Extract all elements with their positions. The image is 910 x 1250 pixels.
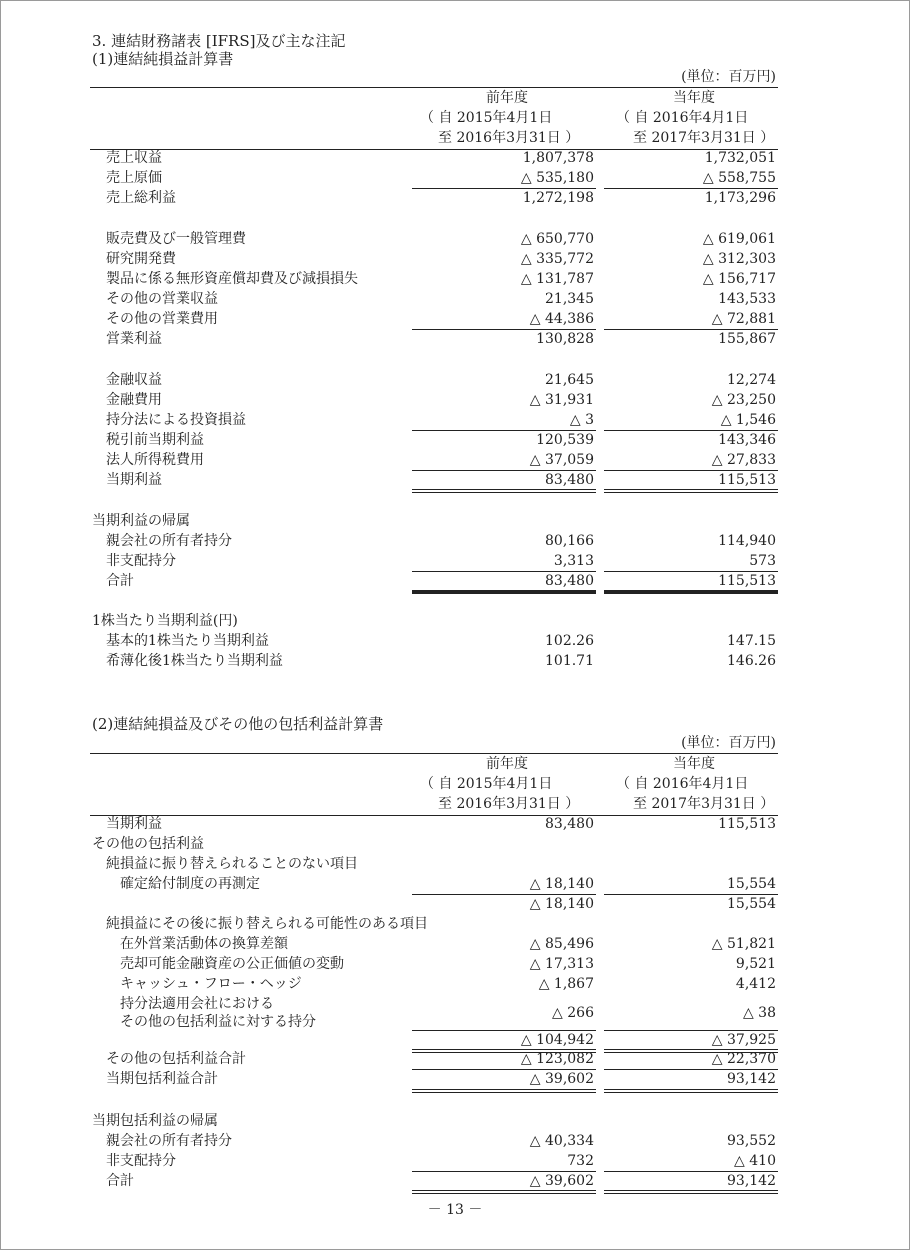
oci-attr-b-curr-rule (604, 1193, 778, 1194)
pl-eps-row-curr: 147.15 (727, 633, 776, 649)
oci-net-income-label: 当期利益 (106, 816, 162, 832)
pl-ni-b-curr-rule (604, 492, 778, 493)
pl-row-prev: 120,539 (536, 432, 594, 448)
pl-row-prev: 1,272,198 (522, 190, 594, 206)
pl-col-curr-to: 至 2017年3月31日 ） (633, 130, 775, 146)
pl-attr-header: 当期利益の帰属 (92, 513, 190, 529)
oci-attr-row-prev: △ 39,602 (529, 1173, 594, 1189)
oci-ci-b-prev-rule (412, 1089, 596, 1090)
pl-attr-total-prev-rule (412, 590, 596, 594)
pl-col-curr-label: 当年度 (673, 90, 715, 106)
pl-row-prev: △ 335,772 (520, 251, 594, 267)
oci-reclass-row-prev: △ 17,313 (529, 956, 594, 972)
oci-equity-prev: △ 266 (552, 1005, 594, 1021)
oci-no-reclass-header: 純損益に振り替えられることのない項目 (106, 856, 358, 872)
pl-tax-curr-rule (604, 470, 778, 471)
pl-row-label: 金融費用 (106, 392, 162, 408)
pl-row-label: 製品に係る無形資産償却費及び減損損失 (106, 271, 358, 287)
oci-attr-row-label: 非支配持分 (106, 1153, 176, 1169)
oci-title: (2)連結純損益及びその他の包括利益計算書 (92, 715, 384, 733)
pl-attr-sum-curr-rule (604, 571, 778, 572)
pl-op-curr-rule (604, 329, 778, 330)
pl-row-curr: △ 619,061 (702, 231, 776, 247)
pl-pretax-curr-rule (604, 430, 778, 431)
oci-no-reclass-total-prev: △ 18,140 (529, 896, 594, 912)
pl-row-label: 売上原価 (106, 170, 162, 186)
oci-col-prev-from: （ 自 2015年4月1日 (420, 776, 553, 792)
oci-attr-row-curr: △ 410 (734, 1153, 776, 1169)
pl-row-prev: △ 650,770 (520, 231, 594, 247)
oci-reclass-row-label: 在外営業活動体の換算差額 (120, 936, 288, 952)
oci-no-reclass-row-label: 確定給付制度の再測定 (120, 876, 260, 892)
section-title: 3. 連結財務諸表 [IFRS]及び主な注記 (92, 32, 346, 50)
pl-row-label: その他の営業費用 (106, 311, 218, 327)
pl-row-prev: △ 535,180 (520, 170, 594, 186)
pl-eps-row-label: 希薄化後1株当たり当期利益 (106, 653, 283, 669)
pl-ni-a-curr-rule (604, 489, 778, 490)
oci-col-curr-to: 至 2017年3月31日 ） (633, 796, 775, 812)
oci-no-reclass-total-curr: 15,554 (727, 896, 776, 912)
pl-attr-row-prev: 80,166 (545, 533, 594, 549)
pl-row-prev: △ 44,386 (529, 311, 594, 327)
oci-equity-label-2: その他の包括利益に対する持分 (120, 1014, 316, 1030)
pl-tax-prev-rule (412, 470, 596, 471)
pl-row-curr: 1,732,051 (704, 150, 776, 166)
pl-gross-prev-rule (412, 188, 596, 189)
pl-attr-row-prev: 83,480 (545, 573, 594, 589)
oci-attr-row-prev: 732 (567, 1153, 594, 1169)
oci-attr-row-curr: 93,552 (727, 1133, 776, 1149)
pl-attr-sum-prev-rule (412, 571, 596, 572)
oci-attr-sum-prev-rule (412, 1171, 596, 1172)
oci-top-rule (90, 753, 778, 754)
pl-row-curr: △ 558,755 (702, 170, 776, 186)
pl-row-prev: 21,645 (545, 372, 594, 388)
pl-pretax-prev-rule (412, 430, 596, 431)
pl-row-curr: △ 312,303 (702, 251, 776, 267)
oci-ci-total-prev: △ 39,602 (529, 1071, 594, 1087)
oci-net-income-prev: 83,480 (545, 816, 594, 832)
oci-reclass-row-prev: △ 1,867 (538, 976, 594, 992)
pl-row-label: 持分法による投資損益 (106, 412, 246, 428)
oci-reclass-row-curr: 4,412 (735, 976, 776, 992)
pl-attr-row-label: 非支配持分 (106, 553, 176, 569)
oci-reclass-row-prev: △ 85,496 (529, 936, 594, 952)
oci-attr-row-curr: 93,142 (727, 1173, 776, 1189)
oci-total-prev: △ 123,082 (520, 1051, 594, 1067)
oci-ci-b-curr-rule (604, 1089, 778, 1090)
pl-row-curr: △ 1,546 (720, 412, 776, 428)
pl-row-prev: 1,807,378 (522, 150, 594, 166)
pl-eps-row-prev: 102.26 (545, 633, 594, 649)
oci-attr-b-prev-rule (412, 1193, 596, 1194)
oci-ci-total-curr: 93,142 (727, 1071, 776, 1087)
pl-attr-row-label: 親会社の所有者持分 (106, 533, 232, 549)
pl-row-curr: △ 27,833 (711, 452, 776, 468)
pl-gross-curr-rule (604, 188, 778, 189)
oci-ci-c-curr-rule (604, 1092, 778, 1093)
pl-attr-row-curr: 573 (749, 553, 776, 569)
pl-col-prev-label: 前年度 (486, 90, 528, 106)
oci-attr-sum-curr-rule (604, 1171, 778, 1172)
pl-row-prev: 21,345 (545, 291, 594, 307)
pl-col-curr-from: （ 自 2016年4月1日 (616, 110, 749, 126)
pl-row-label: 販売費及び一般管理費 (106, 231, 246, 247)
oci-reclass-row-label: 売却可能金融資産の公正価値の変動 (120, 956, 344, 972)
pl-ni-b-prev-rule (412, 492, 596, 493)
oci-ci-c-prev-rule (412, 1092, 596, 1093)
oci-attr-row-label: 合計 (106, 1173, 134, 1189)
pl-attr-total-curr-rule (604, 590, 778, 594)
pl-row-curr: 143,346 (718, 432, 776, 448)
oci-reclass-total-prev: △ 104,942 (520, 1032, 594, 1048)
pl-row-curr: 155,867 (718, 331, 776, 347)
oci-equity-curr: △ 38 (742, 1005, 776, 1021)
pl-row-curr: △ 156,717 (702, 271, 776, 287)
pl-row-label: 売上収益 (106, 150, 162, 166)
oci-ci-total-label: 当期包括利益合計 (106, 1071, 218, 1087)
pl-attr-row-prev: 3,313 (553, 553, 594, 569)
oci-reclass-row-curr: 9,521 (735, 956, 776, 972)
pl-row-curr: 1,173,296 (704, 190, 776, 206)
pl-unit: (単位：百万円) (681, 69, 776, 85)
pl-row-curr: 143,533 (718, 291, 776, 307)
page-number: － 13 － (427, 1202, 483, 1218)
pl-eps-row-label: 基本的1株当たり当期利益 (106, 633, 269, 649)
pl-row-label: その他の営業収益 (106, 291, 218, 307)
pl-row-label: 法人所得税費用 (106, 452, 204, 468)
oci-total-label: その他の包括利益合計 (106, 1051, 246, 1067)
oci-net-income-curr: 115,513 (718, 816, 776, 832)
pl-row-prev: △ 37,059 (529, 452, 594, 468)
pl-row-curr: △ 72,881 (711, 311, 776, 327)
oci-attr-header: 当期包括利益の帰属 (92, 1113, 218, 1129)
pl-col-prev-to: 至 2016年3月31日 ） (438, 130, 580, 146)
pl-row-prev: 130,828 (536, 331, 594, 347)
pl-row-label: 研究開発費 (106, 251, 176, 267)
pl-op-prev-rule (412, 329, 596, 330)
oci-no-reclass-row-curr: 15,554 (727, 876, 776, 892)
pl-row-label: 営業利益 (106, 331, 162, 347)
oci-attr-row-label: 親会社の所有者持分 (106, 1133, 232, 1149)
pl-attr-row-label: 合計 (106, 573, 134, 589)
pl-row-label: 税引前当期利益 (106, 432, 204, 448)
pl-row-prev: 83,480 (545, 472, 594, 488)
pl-top-rule (90, 87, 778, 88)
pl-row-curr: 115,513 (718, 472, 776, 488)
pl-row-prev: △ 31,931 (529, 392, 594, 408)
oci-unit: (単位：百万円) (681, 735, 776, 751)
pl-col-prev-from: （ 自 2015年4月1日 (420, 110, 553, 126)
oci-col-prev-label: 前年度 (486, 756, 528, 772)
pl-ni-a-prev-rule (412, 489, 596, 490)
pl-row-curr: 12,274 (727, 372, 776, 388)
pl-attr-row-curr: 115,513 (718, 573, 776, 589)
oci-reclass-row-label: キャッシュ・フロー・ヘッジ (120, 976, 302, 992)
oci-col-prev-to: 至 2016年3月31日 ） (438, 796, 580, 812)
oci-total-curr: △ 22,370 (711, 1051, 776, 1067)
pl-row-label: 当期利益 (106, 472, 162, 488)
oci-col-curr-label: 当年度 (673, 756, 715, 772)
oci-col-curr-from: （ 自 2016年4月1日 (616, 776, 749, 792)
oci-attr-row-prev: △ 40,334 (529, 1133, 594, 1149)
pl-attr-row-curr: 114,940 (718, 533, 776, 549)
pl-title: (1)連結純損益計算書 (92, 50, 234, 68)
pl-eps-row-curr: 146.26 (727, 653, 776, 669)
oci-no-reclass-row-prev: △ 18,140 (529, 876, 594, 892)
oci-reclass-row-curr: △ 51,821 (711, 936, 776, 952)
pl-eps-row-prev: 101.71 (545, 653, 594, 669)
pl-row-label: 金融収益 (106, 372, 162, 388)
oci-reclass-total-curr: △ 37,925 (711, 1032, 776, 1048)
oci-header: その他の包括利益 (92, 836, 204, 852)
pl-row-curr: △ 23,250 (711, 392, 776, 408)
pl-row-prev: △ 3 (569, 412, 594, 428)
pl-row-label: 売上総利益 (106, 190, 176, 206)
oci-attr-a-curr-rule (604, 1190, 778, 1191)
oci-attr-a-prev-rule (412, 1190, 596, 1191)
oci-equity-label-1: 持分法適用会社における (120, 996, 274, 1012)
pl-row-prev: △ 131,787 (520, 271, 594, 287)
pl-eps-header: 1株当たり当期利益(円) (92, 613, 238, 629)
oci-reclass-header: 純損益にその後に振り替えられる可能性のある項目 (106, 916, 428, 932)
